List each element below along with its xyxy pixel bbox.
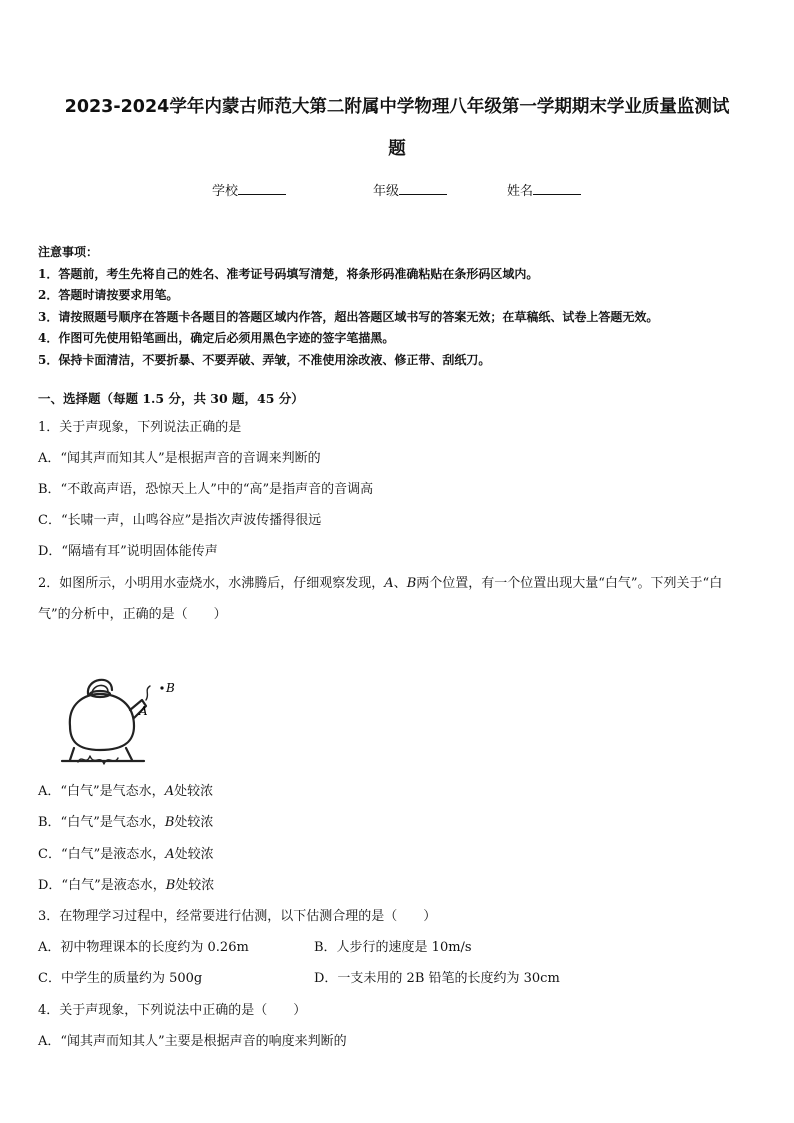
q3-stem: 3．在物理学习过程中，经常要进行估测，以下估测合理的是（ ） (38, 909, 437, 924)
note-item: 1．答题前，考生先将自己的姓名、准考证号码填写清楚，将条形码准确粘贴在条形码区域内。 (38, 266, 539, 281)
school-blank[interactable] (238, 182, 286, 195)
section-heading: 一、选择题（每题 1.5 分，共 30 题，45 分） (38, 391, 304, 406)
school-field[interactable] (212, 180, 286, 199)
kettle-body (70, 694, 134, 750)
note-item: 3．请按照题号顺序在答题卡各题目的答题区域内作答，超出答题区域书写的答案无效；在草稿纸、试卷上答题无效。 (38, 309, 659, 324)
q1-option-a: A．“闻其声而知其人”是根据声音的音调来判断的 (38, 451, 321, 466)
kettle-handle-inner (92, 685, 108, 694)
figure-label-b: B (166, 681, 175, 695)
q2-stem-part: 、 (393, 576, 407, 591)
q2-opt-var: A (164, 784, 175, 799)
q3-option-c: C．中学生的质量约为 500g (38, 971, 203, 986)
steam-mark (146, 686, 150, 700)
q2-opt-var: A (165, 847, 175, 862)
point-b-dot (160, 686, 163, 689)
note-item: 2．答题时请按要求用笔。 (38, 288, 179, 302)
q1-option-b: B．“不敢高声语，恐惊天上人”中的“高”是指声音的音调高 (38, 482, 374, 497)
q2-stem (38, 572, 722, 591)
q2-var-b: B (406, 576, 417, 591)
q2-option-d (38, 874, 214, 893)
q2-opt-text: B．“白气”是气态水， (38, 815, 165, 830)
q1-option-c: C．“长啸一声，山鸣谷应”是指次声波传播得很远 (38, 513, 322, 528)
q2-opt-text: 处较浓 (175, 878, 215, 893)
notes-heading: 注意事项： (38, 245, 99, 259)
q3-option-b: B．人步行的速度是 10m/s (314, 940, 472, 955)
flame (78, 756, 118, 764)
q2-option-b (38, 811, 213, 830)
q1-stem: 1．关于声现象，下列说法正确的是 (38, 420, 242, 435)
q2-opt-text: D．“白气”是液态水， (38, 878, 166, 893)
q2-opt-text: C．“白气”是液态水， (38, 847, 166, 862)
q2-opt-var: B (164, 815, 175, 830)
q2-opt-var: B (165, 878, 176, 893)
q3-option-a: A．初中物理课本的长度约为 0.26m (38, 940, 249, 955)
exam-title-line2: 题 (388, 139, 406, 159)
grade-field[interactable] (373, 180, 447, 199)
q2-opt-text: 处较浓 (174, 847, 214, 862)
q2-stem-part: 两个位置，有一个位置出现大量“白气”。下列关于“白 (416, 576, 723, 591)
grade-label: 年级 (373, 184, 400, 199)
name-blank[interactable] (533, 182, 581, 195)
q3-option-d: D．一支未用的 2B 铅笔的长度约为 30cm (314, 971, 560, 986)
grade-blank[interactable] (399, 182, 447, 195)
notes-section (38, 242, 658, 371)
name-field[interactable] (507, 180, 581, 199)
q2-stem-line2: 气”的分析中，正确的是（ ） (38, 607, 227, 622)
q2-option-a (38, 780, 213, 799)
q2-opt-text: 处较浓 (174, 815, 214, 830)
q1-option-d: D．“隔墙有耳”说明固体能传声 (38, 544, 218, 559)
q4-option-a: A．“闻其声而知其人”主要是根据声音的响度来判断的 (38, 1034, 347, 1049)
q2-option-c (38, 843, 214, 862)
note-item: 4．作图可先使用铅笔画出，确定后必须用黑色字迹的签字笔描黑。 (38, 331, 395, 345)
figure-label-a: A (139, 704, 148, 718)
name-label: 姓名 (507, 184, 534, 199)
q2-opt-text: A．“白气”是气态水， (38, 784, 165, 799)
school-label: 学校 (212, 184, 239, 199)
note-item: 5．保持卡面清洁，不要折暴、不要弄破、弄皱，不准使用涂改液、修正带、刮纸刀。 (38, 352, 491, 367)
q2-stem-part: 2．如图所示，小明用水壶烧水，水沸腾后，仔细观察发现， (38, 576, 385, 591)
exam-title (40, 86, 754, 170)
q4-stem: 4．关于声现象，下列说法中正确的是（ ） (38, 1003, 307, 1018)
q2-var-a: A (384, 576, 394, 591)
q2-opt-text: 处较浓 (174, 784, 214, 799)
kettle-figure (48, 664, 188, 774)
exam-title-line1: 2023-2024学年内蒙古师范大第二附属中学物理八年级第一学期期末学业质量监测试 (64, 97, 730, 117)
